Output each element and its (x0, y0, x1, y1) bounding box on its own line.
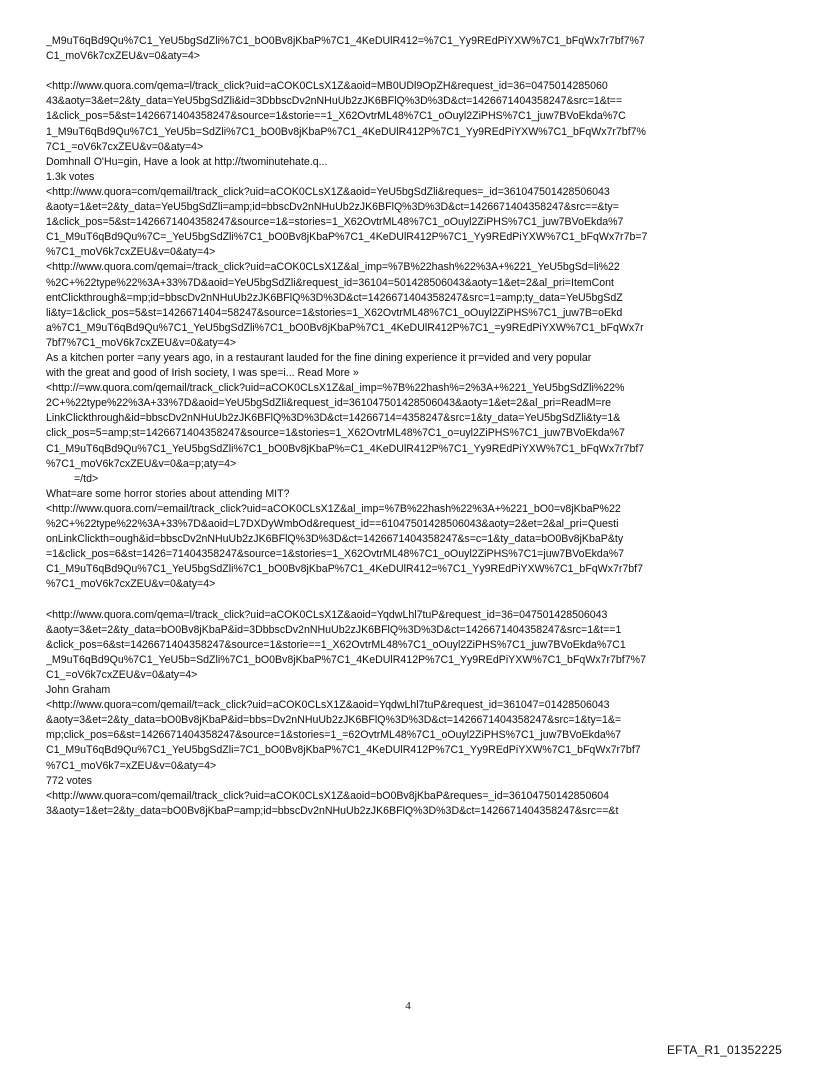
text-line: <http://www.quora=com/qemail/track_click?uid=aCOK0CLsX1Z&aoid=bO0Bv8jKbaP&reques=_id=36104750142850604 (46, 789, 610, 802)
text-line: C1_M9uT6qBd9Qu%7C1_YeU5bgSdZli%7C1_bO0Bv8jKbaP%7C1_4KeDUlR412=%7C1_Yy9REdPiYXW%7C1_bFqWx7r7bf7 (46, 563, 644, 576)
text-line: %2C+%22type%22%3A+33%7D&aoid=L7DXDyWmbOd&request_id==61047501428506043&aoty=2&et=2&al_pri=Questi (46, 518, 619, 530)
text-line: 1&click_pos=5&st=1426671404358247&source=1&storie==1_X62OvtrML48%7C1_oOuyl2ZiPHS%7C1_juw7BVoEkda%7C (46, 110, 626, 123)
text-line: <http://www.quora=com/qemail/t=ack_click?uid=aCOK0CLsX1Z&aoid=YqdwLhl7tuP&request_id=361047=01428506043 (46, 699, 610, 712)
text-line: C1_moV6k7cxZEU&v=0&aty=4> (46, 50, 200, 63)
text-line: <http://=ww.quora.com/qemail/track_click?uid=aCOK0CLsX1Z&al_imp=%7B%22hash%=2%3A+%221_YeU5bgSdZli%22% (46, 382, 625, 395)
text-line: C1_M9uT6qBd9Qu%7C1_YeU5bgSdZli=7C1_bO0Bv8jKbaP%7C1_4KeDUlR412P%7C1_Yy9REdPiYXW%7C1_bFqWx7r7bf7 (46, 744, 641, 757)
text-line: 2C+%22type%22%3A+33%7D&aoid=YeU5bgSdZli&request_id=361047501428506043&aoty=1&et=2&al_pri=ReadM=re (46, 397, 612, 410)
text-line: &aoty=3&et=2&ty_data=bO0Bv8jKbaP&id=3DbbscDv2nNHuUb2zJK6BFlQ%3D%3D&ct=1426671404358247&src=1&t==1 (46, 623, 622, 636)
text-line: John Graham (46, 684, 111, 697)
text-line: 1&click_pos=5&st=1426671404358247&source=1&=stories=1_X62OvtrML48%7C1_oOuyl2ZiPHS%7C1_juw7BVoEkda%7 (46, 216, 624, 229)
text-line: What=are some horror stories about attending MIT? (46, 487, 290, 500)
text-line: C1_M9uT6qBd9Qu%7C1_YeU5bgSdZli%7C1_bO0Bv8jKbaP%=C1_4KeDUlR412P%7C1_Yy9REdPiYXW%7C1_bFqWx7r7bf7 (46, 442, 645, 455)
text-line: 772 votes (46, 774, 92, 787)
text-line: a%7C1_M9uT6qBd9Qu%7C1_YeU5bgSdZli%7C1_bO0Bv8jKbaP%7C1_4KeDUlR412P%7C1_=y9REdPiYXW%7C1_bFqWx7r (46, 321, 644, 334)
text-line: mp;click_pos=6&st=1426671404358247&source=1&stories=1_=62OvtrML48%7C1_oOuyl2ZiPHS%7C1_juw7BVoEkda%7 (46, 729, 622, 742)
text-line: 7bf7%7C1_moV6k7cxZEU&v=0&aty=4> (46, 336, 236, 349)
text-line: %7C1_moV6k7=xZEU&v=0&aty=4> (46, 759, 217, 772)
document-body (46, 34, 774, 819)
text-line: C1_M9uT6qBd9Qu%7C=_YeU5bgSdZli%7C1_bO0Bv8jKbaP%7C1_4KeDUlR412P%7C1_Yy9REdPiYXW%7C1_bFqWx7r7b=7 (46, 231, 648, 244)
text-line: li&ty=1&click_pos=5&st=1426671404=58247&source=1&stories=1_X62OvtrML48%7C1_oOuyl2ZiPHS%7C1_juw7B=oEkd (46, 306, 623, 319)
text-line: 43&aoty=3&et=2&ty_data=YeU5bgSdZli&id=3DbbscDv2nNHuUb2zJK6BFlQ%3D%3D&ct=1426671404358247&src=1&t== (46, 95, 623, 108)
text-line: 1_M9uT6qBd9Qu%7C1_YeU5b=SdZli%7C1_bO0Bv8jKbaP%7C1_4KeDUlR412P%7C1_Yy9REdPiYXW%7C1_bFqWx7r7bf7% (46, 125, 646, 138)
text-line: 1.3k votes (46, 170, 95, 183)
text-line: LinkClickthrough&id=bbscDv2nNHuUb2zJK6BFlQ%3D%3D&ct=14266714=4358247&src=1&ty_data=YeU5bgSdZli&ty=1& (46, 412, 621, 425)
blank-line (46, 592, 774, 607)
text-line: <http://www.quora.com/qema=l/track_click?uid=aCOK0CLsX1Z&aoid=YqdwLhl7tuP&request_id=36=047501428506043 (46, 608, 608, 621)
text-line: <http://www.quora.com/qemai=/track_click?uid=aCOK0CLsX1Z&al_imp=%7B%22hash%22%3A+%221_YeU5bgSd=li%22 (46, 261, 620, 274)
text-line: =1&click_pos=6&st=1426=71404358247&source=1&stories=1_X62OvtrML48%7C1_oOuyl2ZiPHS%7C1=juw7BVoEkda%7 (46, 548, 625, 561)
text-line: _M9uT6qBd9Qu%7C1_YeU5bgSdZli%7C1_bO0Bv8jKbaP%7C1_4KeDUlR412=%7C1_Yy9REdPiYXW%7C1_bFqWx7r7bf7%7 (46, 35, 645, 47)
text-line: <http://www.quora.com/qema=l/track_click?uid=aCOK0CLsX1Z&aoid=MB0UDl9OpZH&request_id=36=0475014285060 (46, 80, 608, 93)
text-line: Domhnall O'Hu=gin, Have a look at http://twominutehate.q... (46, 155, 328, 168)
text-line: &aoty=3&et=2&ty_data=bO0Bv8jKbaP&id=bbs=Dv2nNHuUb2zJK6BFlQ%3D%3D&ct=1426671404358247&src=1&ty=1&= (46, 714, 622, 727)
text-line: %7C1_moV6k7cxZEU&v=0&aty=4> (46, 246, 216, 259)
text-line: %7C1_moV6k7cxZEU&v=0&a=p;aty=4> (46, 457, 237, 470)
document-id-stamp: EFTA_R1_01352225 (666, 1043, 782, 1057)
text-line: As a kitchen porter =any years ago, in a restaurant lauded for the fine dining experience it pr=vided and very popular (46, 351, 592, 364)
page-number: 4 (405, 1000, 411, 1012)
text-line: 3&aoty=1&et=2&ty_data=bO0Bv8jKbaP=amp;id=bbscDv2nNHuUb2zJK6BFlQ%3D%3D&ct=1426671404358247&src==&t (46, 804, 619, 817)
text-line: <http://www.quora=com/qemail/track_click?uid=aCOK0CLsX1Z&aoid=YeU5bgSdZli&reques=_id=361047501428506043 (46, 185, 610, 198)
text-line: 7C1_=oV6k7cxZEU&v=0&aty=4> (46, 140, 204, 153)
text-line: onLinkClickth=ough&id=bbscDv2nNHuUb2zJK6BFlQ%3D%3D&ct=1426671404358247&s=c=1&ty_data=bO0Bv8jKbaP&ty (46, 533, 624, 546)
text-line: entClickthrough&=mp;id=bbscDv2nNHuUb2zJK6BFlQ%3D%3D&ct=1426671404358247&src=1=amp;ty_data=YeU5bgSdZ (46, 291, 623, 304)
text-line: &click_pos=6&st=1426671404358247&source=1&storie==1_X62OvtrML48%7C1_oOuyl2ZiPHS%7C1_juw7BVoEkda%7C1 (46, 638, 626, 651)
blank-line (46, 64, 774, 79)
text-line: click_pos=5=amp;st=1426671404358247&source=1&stories=1_X62OvtrML48%7C1_o=uyl2ZiPHS%7C1_juw7BVoEkda%7 (46, 427, 625, 440)
text-line: C1_=oV6k7cxZEU&v=0&aty=4> (46, 668, 198, 681)
text-line: <http://www.quora.com/=email/track_click?uid=aCOK0CLsX1Z&al_imp=%7B%22hash%22%3A+%221_bO0=v8jKbaP%22 (46, 502, 621, 515)
text-line: _M9uT6qBd9Qu%7C1_YeU5b=SdZli%7C1_bO0Bv8jKbaP%7C1_4KeDUlR412P%7C1_Yy9REdPiYXW%7C1_bFqWx7r7bf7%7 (46, 653, 646, 666)
text-line: %7C1_moV6k7cxZEU&v=0&aty=4> (46, 578, 216, 591)
text-line: with the great and good of Irish society, I was spe=i... Read More » (46, 367, 359, 380)
text-line: %2C+%22type%22%3A+33%7D&aoid=YeU5bgSdZli&request_id=36104=501428506043&aoty=1&et=2&al_pri=ItemCont (46, 276, 614, 289)
text-line: &aoty=1&et=2&ty_data=YeU5bgSdZli=amp;id=bbscDv2nNHuUb2zJK6BFlQ%3D%3D&ct=1426671404358247&src==&ty= (46, 201, 619, 214)
text-line: =/td> (74, 472, 99, 485)
